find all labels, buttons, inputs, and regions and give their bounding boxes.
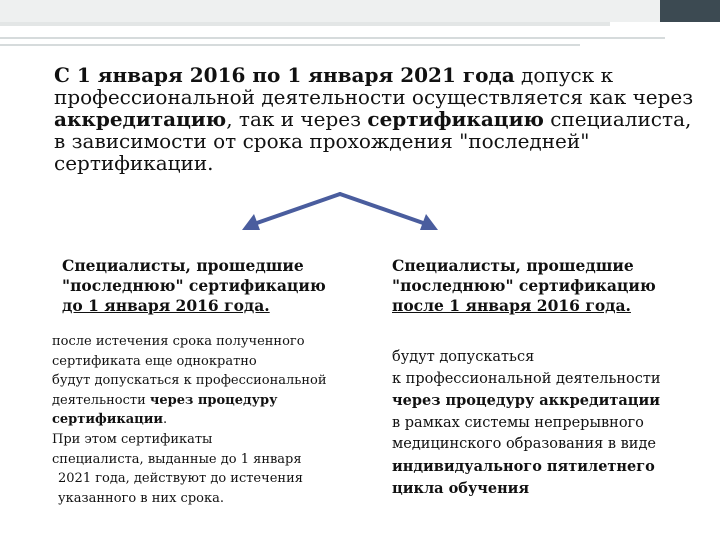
left-body-text: . xyxy=(163,412,168,428)
decor-line-2 xyxy=(0,44,580,46)
right-body-line: к профессиональной деятельности xyxy=(392,370,661,387)
right-body-line: в рамках системы непрерывного xyxy=(392,414,644,431)
left-heading-line: Специалисты, прошедшие xyxy=(62,256,304,275)
right-heading-date: после 1 января 2016 года. xyxy=(392,296,631,315)
right-column-body xyxy=(392,347,712,501)
left-body-line: специалиста, выданные до 1 января xyxy=(52,451,302,467)
arrow-right xyxy=(340,194,438,230)
right-body-line: медицинского образования в виде xyxy=(392,436,656,452)
top-decor-stripe xyxy=(0,22,610,26)
top-decor-light xyxy=(0,0,660,22)
arrow-left xyxy=(242,194,340,230)
left-body-line: сертификата еще однократно xyxy=(52,353,257,369)
branch-arrows-icon xyxy=(210,190,470,240)
right-body-bold: цикла обучения xyxy=(392,480,530,497)
intro-text-3: специалиста, в зависимости от срока прохождения "последней" сертификации. xyxy=(54,107,692,175)
left-body-line: 2021 года, действуют до истечения xyxy=(58,471,303,487)
intro-certification: сертификацию xyxy=(367,107,544,131)
decor-line-1 xyxy=(0,37,665,39)
right-heading-line: "последнюю" сертификацию xyxy=(392,276,656,295)
left-body-line xyxy=(52,391,362,411)
intro-text-2: , так и через xyxy=(226,107,368,131)
intro-text-1: допуск к профессиональной деятельности осуществляется как через xyxy=(54,63,694,109)
top-decor-bar xyxy=(0,0,720,22)
left-body-line: будут допускаться к профессиональной xyxy=(52,373,327,389)
left-body-text: деятельности xyxy=(52,392,150,408)
left-heading-line: "последнюю" сертификацию xyxy=(62,276,326,295)
left-body-line: указанного в них срока. xyxy=(58,490,224,506)
right-column-heading xyxy=(392,256,712,316)
left-body-line: после истечения срока полученного xyxy=(52,334,305,349)
right-body-line: будут допускаться xyxy=(392,349,535,365)
left-body-line: При этом сертификаты xyxy=(52,431,213,447)
left-column-heading xyxy=(62,256,372,316)
left-heading-date: до 1 января 2016 года. xyxy=(62,296,270,315)
right-heading-line: Специалисты, прошедшие xyxy=(392,256,634,275)
left-body-line xyxy=(52,410,362,430)
intro-date-range: С 1 января 2016 по 1 января 2021 года xyxy=(54,63,515,87)
intro-paragraph xyxy=(54,64,694,174)
left-body-bold: через процедуру xyxy=(149,392,278,408)
right-body-bold: через процедуру аккредитации xyxy=(392,392,661,409)
intro-accreditation: аккредитацию xyxy=(54,107,227,131)
left-body-bold: сертификации xyxy=(52,412,164,428)
left-column-body xyxy=(52,332,362,508)
right-body-bold: индивидуального пятилетнего xyxy=(392,457,655,475)
